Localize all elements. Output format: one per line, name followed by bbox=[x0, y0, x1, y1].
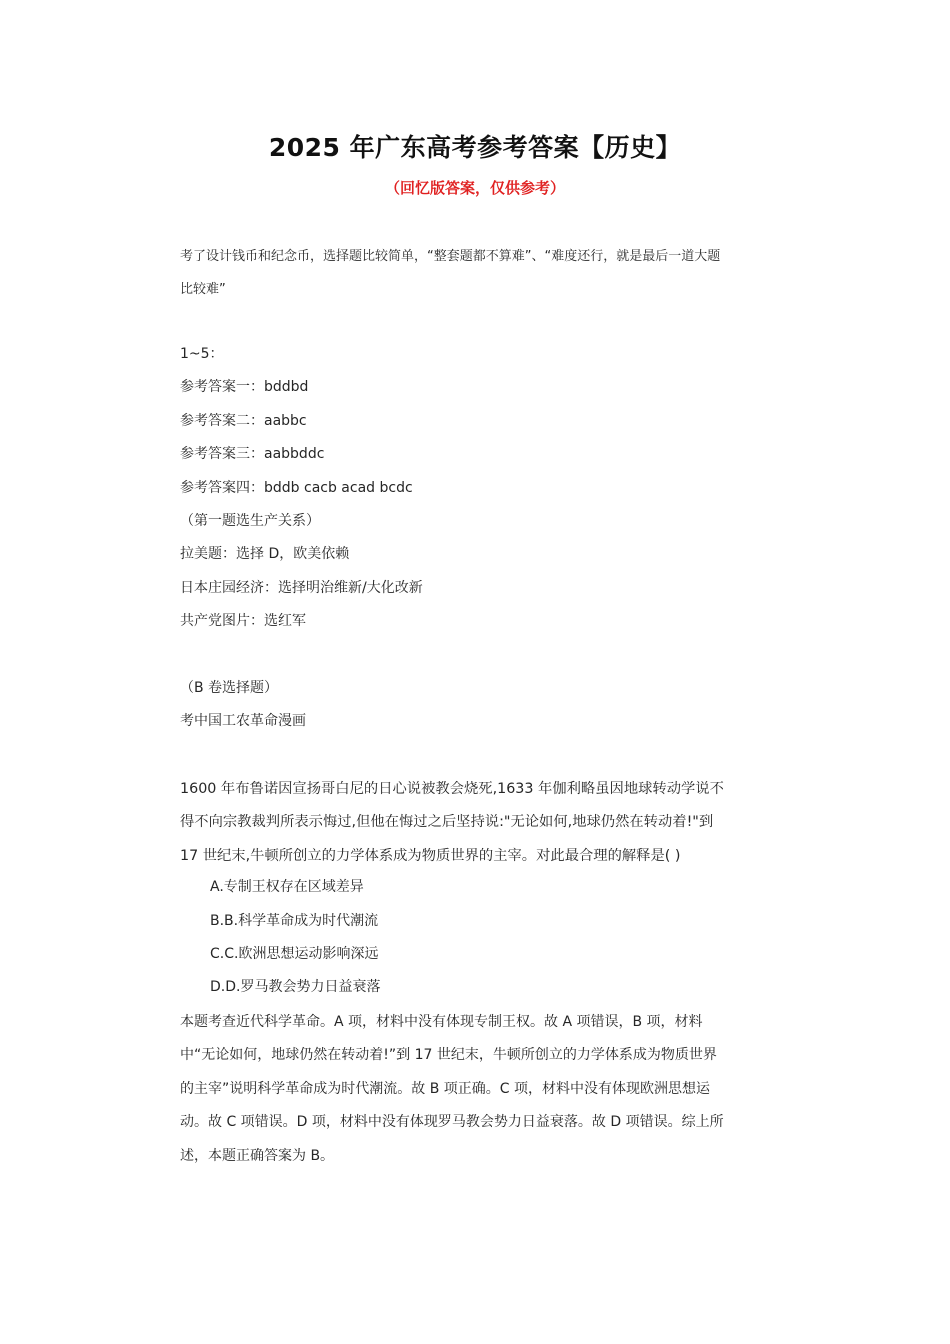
question-text: 1600 年布鲁诺因宣扬哥白尼的日心说被教会烧死,1633 年伽利略虽因地球转动学说不得不向宗教裁判所表示悔过,但他在悔过之后坚持说:"无论如何,地球仍然在转动着!"到 17 世纪末,牛顿所创立的力学体系成为物质世界的主宰。对此最合理的解释是( ) bbox=[180, 781, 724, 864]
answer-note: 共产党图片：选红军 bbox=[180, 613, 306, 629]
intro-paragraph: 考了设计钱币和纪念币，选择题比较简单，“整套题都不算难”、“难度还行，就是最后一道大题比较难” bbox=[180, 249, 721, 297]
answer-range-label: 1~5： bbox=[180, 346, 224, 362]
answer-line: 参考答案三：aabbddc bbox=[180, 446, 325, 462]
page-subtitle: （回忆版答案，仅供参考） bbox=[384, 179, 565, 197]
question-option-b: B.B.科学革命成为时代潮流 bbox=[210, 913, 379, 929]
page-title: 2025 年广东高考参考答案【历史】 bbox=[268, 133, 682, 162]
question-option-c: C.C.欧洲思想运动影响深远 bbox=[210, 946, 379, 962]
answer-line: 参考答案一：bddbd bbox=[180, 379, 309, 395]
question-option-d: D.D.罗马教会势力日益衰落 bbox=[210, 979, 381, 995]
answer-note: 日本庄园经济：选择明治维新/大化改新 bbox=[180, 580, 423, 596]
answer-line: 参考答案四：bddb cacb acad bcdc bbox=[180, 480, 413, 496]
b-paper-topic: 考中国工农革命漫画 bbox=[180, 713, 306, 729]
answer-note: （第一题选生产关系） bbox=[180, 513, 320, 529]
b-paper-label: （B 卷选择题） bbox=[180, 680, 279, 696]
question-option-a: A.专制王权存在区域差异 bbox=[210, 879, 364, 895]
answer-line: 参考答案二：aabbc bbox=[180, 413, 307, 429]
question-explanation: 本题考查近代科学革命。A 项，材料中没有体现专制王权。故 A 项错误，B 项，材料中“无论如何，地球仍然在转动着!”到 17 世纪末，牛顿所创立的力学体系成为物质世界的主宰”说明科学革命成为时代潮流。故 B 项正确。C 项，材料中没有体现欧洲思想运动。故 C 项错误。D 项，材料中没有体现罗马教会势力日益衰落。故 D 项错误。综上所述，本题正确答案为 B。 bbox=[180, 1014, 724, 1164]
answer-note: 拉美题：选择 D，欧美依赖 bbox=[180, 546, 350, 562]
